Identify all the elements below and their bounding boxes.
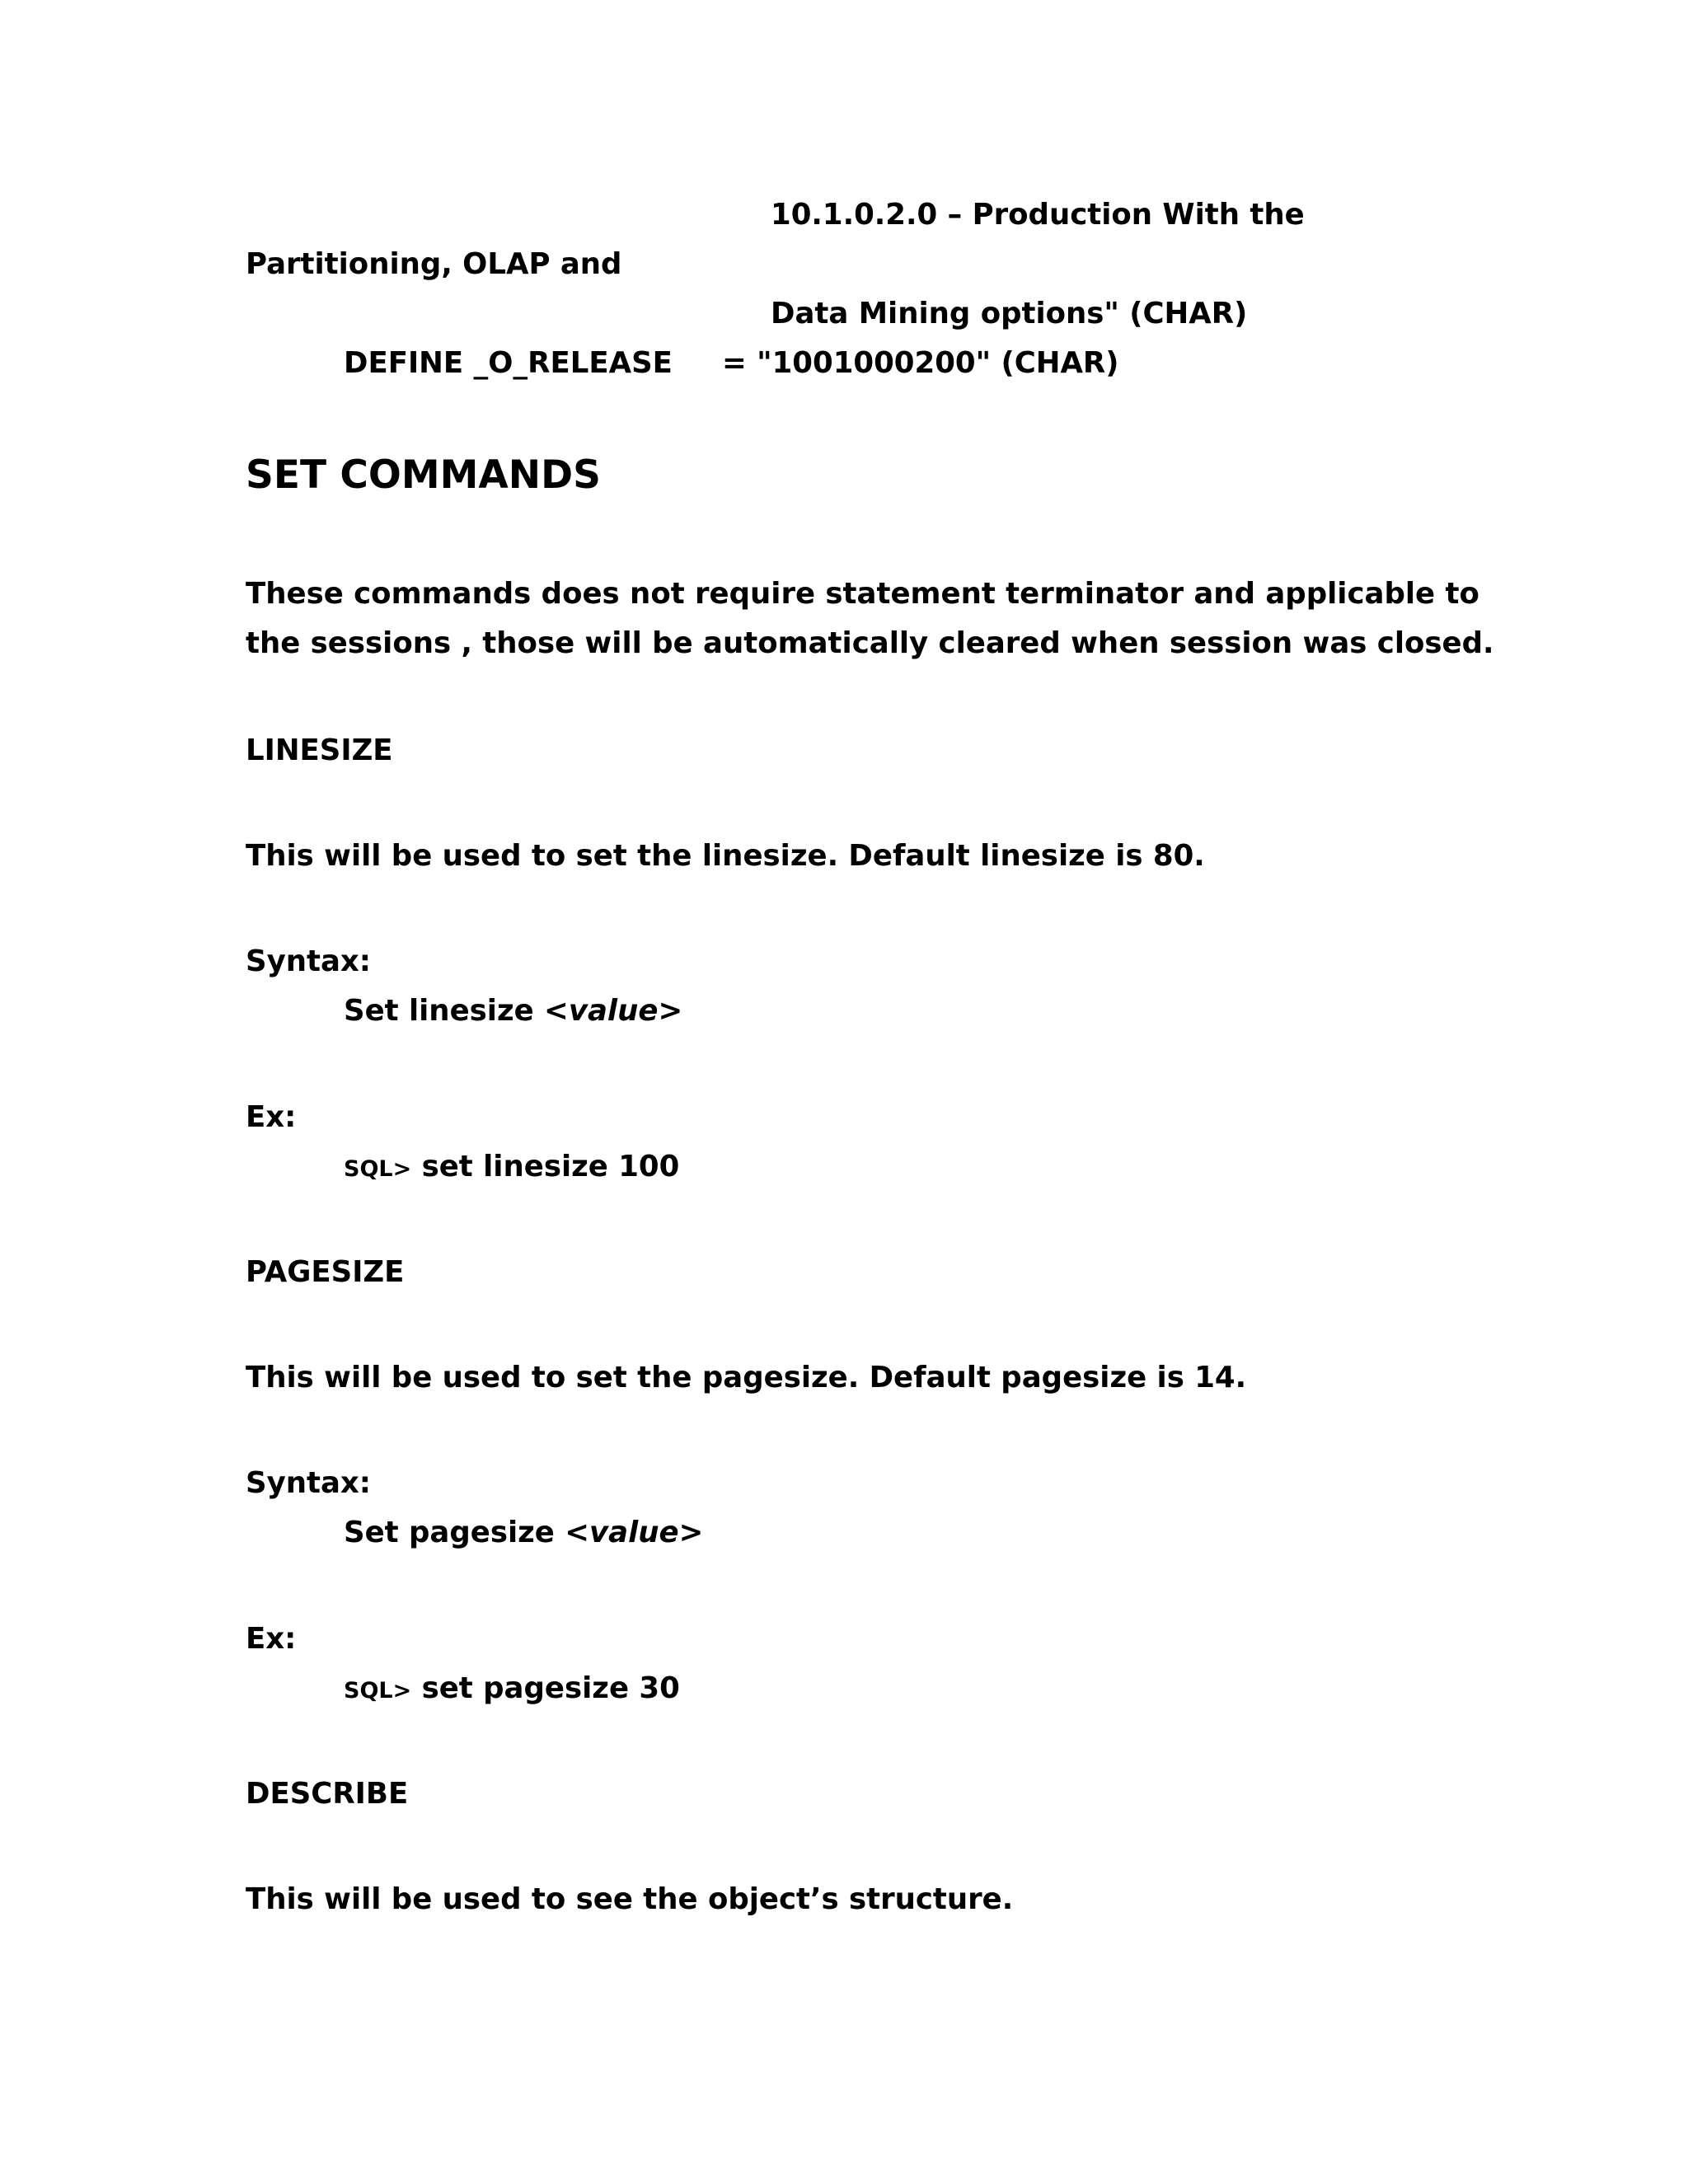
sql-prompt: SQL> [344,1678,412,1704]
linesize-syntax [344,996,682,1026]
describe-heading: DESCRIBE [246,1777,409,1811]
example-command: set pagesize 30 [411,1671,680,1705]
pagesize-heading: PAGESIZE [246,1255,405,1289]
intro-line-2: the sessions , those will be automatically cleared when session was closed. [246,626,1494,660]
describe-description: This will be used to see the object’s structure. [246,1882,1014,1916]
syntax-suffix: > [658,994,683,1028]
linesize-description: This will be used to set the linesize. Default linesize is 80. [246,839,1205,873]
syntax-param: value [568,994,659,1028]
pagesize-syntax-label: Syntax: [246,1466,372,1500]
section-title: SET COMMANDS [246,452,601,498]
syntax-param: value [588,1516,679,1549]
define-label: DEFINE _O_RELEASE [344,346,673,380]
linesize-example [344,1152,679,1182]
linesize-syntax-label: Syntax: [246,944,372,978]
linesize-example-label: Ex: [246,1100,297,1134]
sql-prompt: SQL> [344,1156,412,1182]
pagesize-example-label: Ex: [246,1622,297,1656]
data-mining-line: Data Mining options" (CHAR) [771,297,1248,330]
syntax-prefix: Set linesize < [344,994,569,1028]
linesize-heading: LINESIZE [246,733,393,767]
version-line: 10.1.0.2.0 – Production With the [771,198,1305,232]
define-value: = "1001000200" (CHAR) [722,346,1119,380]
options-line: Partitioning, OLAP and [246,247,622,281]
intro-line-1: These commands does not require statement terminator and applicable to [246,577,1479,611]
pagesize-syntax [344,1518,703,1548]
syntax-suffix: > [678,1516,704,1549]
pagesize-description: This will be used to set the pagesize. Default pagesize is 14. [246,1361,1247,1394]
example-command: set linesize 100 [411,1150,680,1183]
pagesize-example [344,1671,680,1705]
syntax-prefix: Set pagesize < [344,1516,589,1549]
